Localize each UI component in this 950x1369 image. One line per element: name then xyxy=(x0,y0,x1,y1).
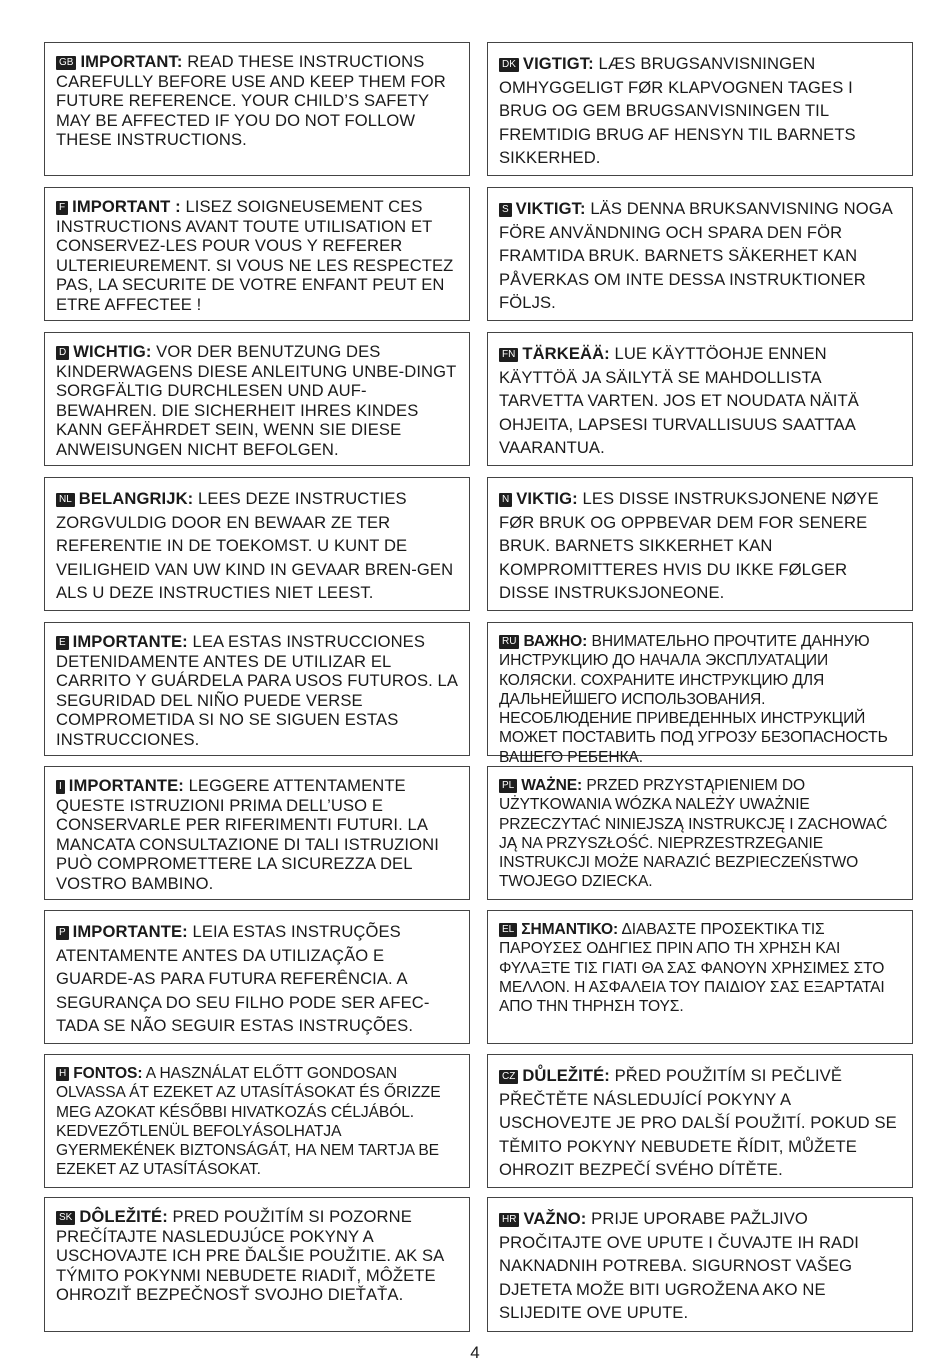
notice-keyword: IMPORTANT: xyxy=(80,52,183,71)
notice-body: LÄS DENNA BRUKSANVISNING NOGA FÖRE ANVÄNDNING OCH SPARA DEN FÖR FRAMTIDA BRUK. BARNETS SÄKERHET KAN PÅVERKAS OM INTE DESSA INSTRUKTIONER FÖLJS. xyxy=(499,199,892,312)
notice-hr xyxy=(487,1197,913,1332)
notice-p xyxy=(44,910,470,1044)
language-badge-hr: HR xyxy=(499,1213,519,1227)
language-badge-e: E xyxy=(56,636,69,650)
language-badge-ru: RU xyxy=(499,635,519,649)
language-badge-dk: DK xyxy=(499,58,519,72)
notice-body: PRED POUŽITÍM SI POZORNE PREČÍTAJTE NASLEDUJÚCE POKYNY A USCHOVAJTE ICH PRE ĎALŠIE POUŽITIE. AK SA TÝMITO POKYNMI NEBUDETE RIADIŤ, MÔŽETE OHROZIŤ BEZPEČNOSŤ SVOJHO DIEŤAŤA. xyxy=(56,1207,444,1304)
language-badge-sk: SK xyxy=(56,1211,75,1225)
notice-text xyxy=(56,632,459,749)
notice-text xyxy=(499,52,902,170)
notice-text xyxy=(499,487,902,605)
notice-text xyxy=(499,632,902,767)
notice-nl xyxy=(44,477,470,611)
notice-body: LEA ESTAS INSTRUCCIONES DETENIDAMENTE ANTES DE UTILIZAR EL CARRITO Y GUÁRDELA PARA USOS FUTUROS. LA SEGURIDAD DEL NIÑO PUEDE VERSE COMPROMETIDA SI NO SE SIGUEN ESTAS INSTRUCCIONES. xyxy=(56,632,458,749)
notice-f xyxy=(44,187,470,321)
notice-body: READ THESE INSTRUCTIONS CAREFULLY BEFORE USE AND KEEP THEM FOR FUTURE REFERENCE. YOUR CHILD’S SAFETY MAY BE AFFECTED IF YOU DO NOT FOLLOW THESE INSTRUCTIONS. xyxy=(56,52,446,149)
notice-text xyxy=(499,1064,902,1182)
notice-body: ВНИМАТЕЛЬНО ПРОЧТИТЕ ДАННУЮ ИНСТРУКЦИЮ ДО НАЧАЛА ЭКСПЛУАТАЦИИ КОЛЯСКИ. СОХРАНИТЕ ИНСТРУКЦИЮ ДЛЯ ДАЛЬНЕЙШЕГО ИСПОЛЬЗОВАНИЯ. НЕСОБЛЮДЕНИЕ ПРИВЕДЕННЫХ ИНСТРУКЦИЙ МОЖЕТ ПОСТАВИТЬ ПОД УГРОЗУ БЕЗОПАСНОСТЬ ВАШЕГО РЕБЕНКА. xyxy=(499,633,888,766)
notice-text xyxy=(56,1207,459,1305)
notice-s xyxy=(487,187,913,321)
notice-keyword: VAŽNO: xyxy=(523,1209,587,1228)
notice-keyword: DÔLEŽITÉ: xyxy=(79,1207,168,1226)
notice-cz xyxy=(487,1054,913,1188)
language-badge-el: EL xyxy=(499,923,517,937)
notice-text xyxy=(56,197,459,314)
notice-h xyxy=(44,1054,470,1188)
notice-text xyxy=(56,52,459,150)
notice-body: LEIA ESTAS INSTRUÇÕES ATENTAMENTE ANTES DA UTILIZAÇÃO E GUARDE-AS PARA FUTURA REFERÊNCIA. A SEGURANÇA DO SEU FILHO PODE SER AFEC-TADA SE NÃO SEGUIR ESTAS INSTRUÇÕES. xyxy=(56,922,430,1035)
notice-keyword: WAŻNE: xyxy=(521,777,583,794)
language-badge-nl: NL xyxy=(56,493,75,507)
notice-dk xyxy=(487,42,913,176)
notice-text xyxy=(499,1207,902,1325)
notice-keyword: DŮLEŽITÉ: xyxy=(522,1066,610,1085)
language-badge-p: P xyxy=(56,926,69,940)
notice-keyword: VIKTIGT: xyxy=(515,199,586,218)
notice-keyword: WICHTIG: xyxy=(73,342,152,361)
notice-e xyxy=(44,622,470,756)
notice-body: PRZED PRZYSTĄPIENIEM DO UŻYTKOWANIA WÓZKA NALEŻY UWAŻNIE PRZECZYTAĆ NINIEJSZĄ INSTRUKCJĘ I ZACHOWAĆ JĄ NA PRZYSZŁOŚĆ. NIEPRZESTRZEGANIE INSTRUKCJI MOŻE NARAZIĆ BEZPIECZEŃSTWO TWOJEGO DZIECKA. xyxy=(499,777,888,891)
notice-text xyxy=(499,342,902,460)
language-badge-i: I xyxy=(56,780,65,794)
notice-body: LES DISSE INSTRUKSJONENE NØYE FØR BRUK OG OPPBEVAR DEM FOR SENERE BRUK. BARNETS SIKKERHET KAN KOMPROMITTERES HVIS DU IKKE FØLGER DISSE INSTRUKSJONEONE. xyxy=(499,489,879,602)
notice-keyword: IMPORTANTE: xyxy=(72,632,188,651)
notice-fn xyxy=(487,332,913,466)
notice-body: LÆS BRUGSANVISNINGEN OMHYGGELIGT FØR KLAPVOGNEN TAGES I BRUG OG GEM BRUGSANVISNINGEN TIL FREMTIDIG BRUG AF HENSYN TIL BARNETS SIKKERHED. xyxy=(499,54,856,167)
language-badge-pl: PL xyxy=(499,779,517,793)
notice-keyword: VIKTIG: xyxy=(516,489,578,508)
notice-keyword: IMPORTANTE: xyxy=(72,922,188,941)
notice-sk xyxy=(44,1197,470,1332)
notice-text xyxy=(499,920,902,1016)
notice-gb xyxy=(44,42,470,176)
notice-keyword: IMPORTANTE: xyxy=(68,776,184,795)
notice-body: ΔΙΑΒΑΣΤΕ ΠΡΟΣΕΚΤΙΚΑ ΤΙΣ ΠΑΡΟΥΣΕΣ ΟΔΗΓΙΕΣ ΠΡΙΝ ΑΠΟ ΤΗ ΧΡΗΣΗ ΚΑΙ ΦΥΛΑΞΤΕ ΤΙΣ ΓΙΑΤΙ ΘΑ ΣΑΣ ΦΑΝΟΥΝ ΧΡΗΣΙΜΕΣ ΣΤΟ ΜΕΛΛΟΝ. Η ΑΣΦΑΛΕΙΑ ΤΟΥ ΠΑΙΔΙΟΥ ΣΑΣ ΕΞΑΡΤΑΤΑΙ ΑΠΟ ΤΗΝ ΤΗΡΗΣΗ ΤΟΥΣ. xyxy=(499,921,885,1016)
page-number: 4 xyxy=(470,1343,480,1362)
notice-body: LUE KÄYTTÖOHJE ENNEN KÄYTTÖÄ JA SÄILYTÄ SE MAHDOLLISTA TARVETTA VARTEN. JOS ET NOUDATA NÄITÄ OHJEITA, LAPSESI TURVALLISUUS SAATTAA VAARANTUA. xyxy=(499,344,859,457)
language-badge-d: D xyxy=(56,346,69,360)
notice-keyword: VIGTIGT: xyxy=(522,54,594,73)
language-badge-h: H xyxy=(56,1067,69,1081)
notice-keyword: IMPORTANT : xyxy=(72,197,181,216)
notice-text xyxy=(56,920,459,1038)
notice-keyword: BELANGRIJK: xyxy=(78,489,194,508)
notice-el xyxy=(487,910,913,1044)
notice-text xyxy=(499,776,902,892)
notice-text xyxy=(56,776,459,893)
notice-text xyxy=(499,197,902,315)
notice-keyword: ВАЖНО: xyxy=(523,633,588,650)
notice-body: LEES DEZE INSTRUCTIES ZORGVULDIG DOOR EN BEWAAR ZE TER REFERENTIE IN DE TOEKOMST. U KUNT DE VEILIGHEID VAN UW KIND IN GEVAAR BREN-GEN ALS U DEZE INSTRUCTIES NIET LEEST. xyxy=(56,489,454,602)
notice-text xyxy=(56,342,459,459)
notice-text xyxy=(56,487,459,605)
notice-d xyxy=(44,332,470,466)
notice-keyword: TÄRKEÄÄ: xyxy=(522,344,610,363)
notice-n xyxy=(487,477,913,611)
notice-text xyxy=(56,1064,459,1180)
notice-i xyxy=(44,766,470,900)
notice-body: LISEZ SOIGNEUSEMENT CES INSTRUCTIONS AVANT TOUTE UTILISATION ET CONSERVEZ-LES POUR VOUS Y REFERER ULTERIEUREMENT. SI VOUS NE LES RESPECTEZ PAS, LA SECURITE DE VOTRE ENFANT PEUT EN ETRE AFFECTEE ! xyxy=(56,197,454,314)
notice-keyword: FONTOS: xyxy=(73,1065,143,1082)
notice-body: A HASZNÁLAT ELŐTT GONDOSAN OLVASSA ÁT EZEKET AZ UTASÍTÁSOKAT ÉS ŐRIZZE MEG AZOKAT KÉSŐBBI HIVATKOZÁS CÉLJÁBÓL. KEDVEZŐTLENÜL BEFOLYÁSOLHATJA GYERMEKÉNEK BIZTONSÁGÁT, HA NEM TARTJA BE EZEKET AZ UTASÍTÁSOKAT. xyxy=(56,1065,441,1179)
notice-ru xyxy=(487,622,913,766)
notice-body: VOR DER BENUTZUNG DES KINDERWAGENS DIESE ANLEITUNG UNBE-DINGT SORGFÄLTIG DURCHLESEN UND AUF-BEWAHREN. DIE SICHERHEIT IHRES KINDES KANN GEFÄHRDET SEIN, WENN SIE DIESE ANWEISUNGEN NICHT BEFOLGEN. xyxy=(56,342,457,459)
notice-body: PRIJE UPORABE PAŽLJIVO PROČITAJTE OVE UPUTE I ČUVAJTE IH RADI NAKNADNIH POTREBA. SIGURNOST VAŠEG DJETETA MOŽE BITI UGROŽENA AKO NE SLIJEDITE OVE UPUTE. xyxy=(499,1209,859,1322)
language-badge-cz: CZ xyxy=(499,1070,518,1084)
notice-pl xyxy=(487,766,913,900)
notice-keyword: ΣΗΜΑΝΤΙΚΟ: xyxy=(521,921,619,938)
language-badge-gb: GB xyxy=(56,56,76,70)
language-badge-fn: FN xyxy=(499,348,518,362)
language-badge-s: S xyxy=(499,203,512,217)
language-badge-n: N xyxy=(499,493,512,507)
language-badge-f: F xyxy=(56,201,68,215)
notice-body: PŘED POUŽITÍM SI PEČLIVĚ PŘEČTĚTE NÁSLEDUJÍCÍ POKYNY A USCHOVEJTE JE PRO DALŠÍ POUŽITÍ. POKUD SE TĚMITO POKYNY NEBUDETE ŘÍDIT, MŮŽETE OHROZIT BEZPEČÍ SVÉHO DÍTĚTE. xyxy=(499,1066,897,1179)
notice-body: LEGGERE ATTENTAMENTE QUESTE ISTRUZIONI PRIMA DELL’USO E CONSERVARLE PER RIFERIMENTI FUTURI. LA MANCATA CONSULTAZIONE DI TALI ISTRUZIONI PUÒ COMPROMETTERE LA SICUREZZA DEL VOSTRO BAMBINO. xyxy=(56,776,439,893)
